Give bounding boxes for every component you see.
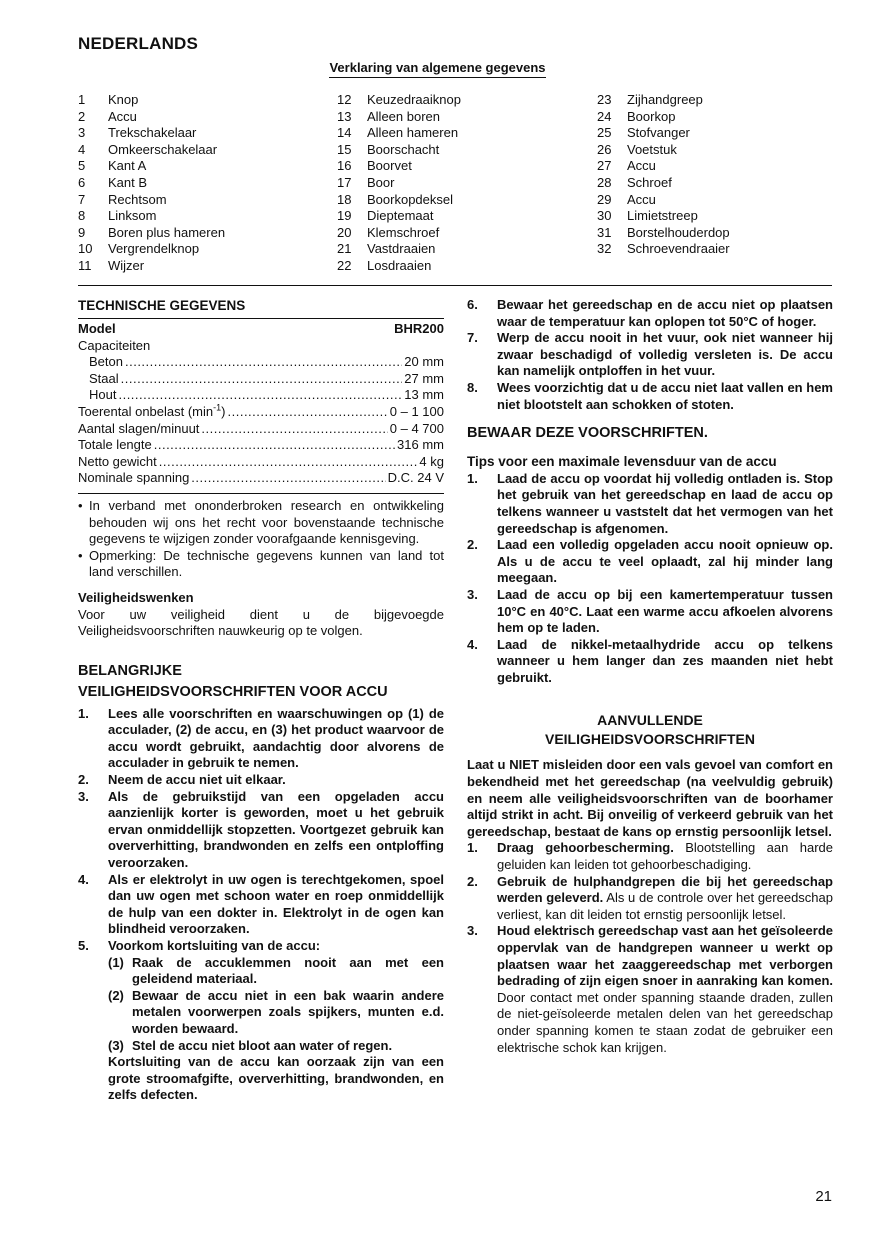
list-item xyxy=(78,789,444,872)
sub-list-item xyxy=(108,955,444,988)
list-text: Als er elektrolyt in uw ogen is terechtgekomen, spoel dan uw ogen met schoon water en roep onmiddellijk de hulp van een dokter in. Elektrolyt in de ogen kan blindheid veroorzaken. xyxy=(108,871,444,937)
part-label: Boor xyxy=(367,174,395,190)
list-item xyxy=(467,637,833,687)
part-item xyxy=(597,192,833,209)
list-text: Als de gebruikstijd van een opgeladen accu aanzienlijk korter is geworden, moet u het gebruik ervan onmiddellijk stopzetten. Voortgezet gebruik kan oververhitting, brandwonden en zelfs een ontploffing veroorzaken. xyxy=(108,788,444,871)
part-item xyxy=(78,241,328,258)
left-column xyxy=(78,297,444,1104)
part-item xyxy=(337,92,587,109)
list-number: 2. xyxy=(467,873,478,889)
part-label: Limietstreep xyxy=(627,208,698,224)
part-label: Boorschacht xyxy=(367,141,440,157)
part-number: 6 xyxy=(78,174,86,190)
general-spec-heading-text: Verklaring van algemene gegevens xyxy=(329,60,545,78)
part-label: Accu xyxy=(627,158,656,174)
list-number: 4. xyxy=(467,636,478,652)
part-label: Omkeerschakelaar xyxy=(108,141,218,157)
list-number: 2. xyxy=(467,537,478,553)
list-text xyxy=(497,840,833,873)
spec-row xyxy=(78,421,444,438)
part-label: Zijhandgreep xyxy=(627,92,703,107)
part-number: 24 xyxy=(597,108,612,124)
spec-speed-label-end: ) xyxy=(221,403,226,419)
spec-label: Nominale spanning xyxy=(78,470,190,486)
list-item xyxy=(467,330,833,380)
battery-heading-line-1: BELANGRIJKE xyxy=(78,662,182,679)
spec-label: Totale lengte xyxy=(78,437,152,453)
part-label: Boorkop xyxy=(627,108,676,124)
list-text-bold: Houd elektrisch gereedschap vast aan het geïsoleerde oppervlak van de handgrepen wanneer u werkt op plaatsen waar het zaaggereedschap met verborgen bedrading of zijn eigen snoer in aanraking kan komen. xyxy=(497,923,833,989)
part-label: Borstelhouderdop xyxy=(627,224,730,240)
part-number: 2 xyxy=(78,108,86,124)
list-number: 3. xyxy=(467,586,478,602)
part-number: 30 xyxy=(597,208,612,224)
sub-list-item xyxy=(108,988,444,1038)
part-label: Accu xyxy=(627,191,656,207)
spec-label: Staal xyxy=(89,370,119,386)
spec-label: Netto gewicht xyxy=(78,453,157,469)
general-spec-heading xyxy=(0,60,875,77)
part-number: 14 xyxy=(337,125,352,141)
list-item xyxy=(467,923,833,1056)
bullet-icon: • xyxy=(78,547,83,563)
part-item xyxy=(337,225,587,242)
list-text-normal: Blootstelling aan harde geluiden kan leiden tot gehoorbeschadiging. xyxy=(497,840,833,873)
list-number: 2. xyxy=(78,772,89,788)
part-number: 12 xyxy=(337,92,352,107)
part-number: 10 xyxy=(78,241,93,257)
part-item xyxy=(337,125,587,142)
part-label: Keuzedraaiknop xyxy=(367,92,461,107)
list-text: Neem de accu niet uit elkaar. xyxy=(108,772,286,788)
part-item xyxy=(78,208,328,225)
list-item xyxy=(467,874,833,924)
part-label: Kant B xyxy=(108,174,148,190)
part-item xyxy=(597,241,833,258)
part-item xyxy=(597,125,833,142)
part-item xyxy=(337,109,587,126)
part-number: 1 xyxy=(78,92,86,107)
part-item xyxy=(78,109,328,126)
list-text: Laad de accu op bij een kamertemperatuur tussen 10°C en 40°C. Laat een warme accu afkoelen alvorens hem op te laden. xyxy=(497,586,833,636)
battery-list xyxy=(78,706,444,1104)
part-label: Vastdraaien xyxy=(367,241,436,257)
spec-value: 316 mm xyxy=(397,437,444,453)
list-number: 5. xyxy=(78,938,89,953)
part-label: Losdraaien xyxy=(367,257,432,273)
part-item xyxy=(78,125,328,142)
part-number: 31 xyxy=(597,224,612,240)
part-number: 21 xyxy=(337,241,352,257)
part-item xyxy=(337,241,587,258)
list-item xyxy=(467,297,833,330)
part-label: Boren plus hameren xyxy=(108,224,226,240)
list-text: Laad een volledig opgeladen accu nooit opnieuw op. Als u de accu te veel oplaadt, zal hij minder lang meegaan. xyxy=(497,537,833,586)
spec-value: 13 mm xyxy=(404,387,444,403)
part-item xyxy=(597,142,833,159)
list-item xyxy=(78,938,444,955)
list-number: 7. xyxy=(467,330,478,346)
list-item xyxy=(467,840,833,873)
part-item xyxy=(597,208,833,225)
battery-heading-line-2: VEILIGHEIDSVOORSCHRIFTEN VOOR ACCU xyxy=(78,683,388,700)
parts-list-col-2 xyxy=(337,92,587,275)
sub-list-item xyxy=(108,1038,444,1055)
part-label: Linksom xyxy=(108,208,157,224)
page-number: 21 xyxy=(815,1188,832,1205)
list-number: 3. xyxy=(78,788,89,804)
part-label: Stofvanger xyxy=(627,125,690,141)
spec-speed-label: Toerental onbelast (min xyxy=(78,403,214,419)
spec-value: 0 – 1 100 xyxy=(389,403,444,419)
sub-list-text: Stel de accu niet bloot aan water of regen. xyxy=(132,1037,393,1053)
part-label: Kant A xyxy=(108,158,147,174)
part-number: 26 xyxy=(597,141,612,157)
part-number: 18 xyxy=(337,191,352,207)
spec-row xyxy=(78,470,444,487)
spec-row xyxy=(78,371,444,388)
specs-heading: TECHNISCHE GEGEVENS xyxy=(78,298,246,313)
list-item xyxy=(467,380,833,413)
list-text: Voorkom kortsluiting van de accu: xyxy=(108,938,321,953)
spec-row xyxy=(78,387,444,404)
part-number: 8 xyxy=(78,208,86,224)
part-number: 29 xyxy=(597,191,612,207)
extra-heading-line-2: VEILIGHEIDSVOORSCHRIFTEN xyxy=(544,731,756,748)
list-text: Laad de accu op voordat hij volledig ontladen is. Stop het gebruik van het gereedschap en laad de accu op telkens wanneer u vaststelt dat het vermogen van het gereedschap is afgenomen. xyxy=(497,470,833,536)
part-label: Boorvet xyxy=(367,158,412,174)
part-item xyxy=(337,142,587,159)
spec-speed-sup: -1 xyxy=(213,402,222,413)
tips-heading: Tips voor een maximale levensduur van de accu xyxy=(467,454,777,470)
sub-list-text: Raak de accuklemmen nooit aan met een geleidend materiaal. xyxy=(132,954,444,987)
part-item xyxy=(597,92,833,109)
part-number: 9 xyxy=(78,224,86,240)
list-text: Werp de accu nooit in het vuur, ook niet wanneer hij zwaar beschadigd of volledig versleten is. De accu kan namelijk ontploffen in het vuur. xyxy=(497,330,833,379)
spec-model-value: BHR200 xyxy=(394,321,444,336)
part-label: Trekschakelaar xyxy=(108,125,197,141)
list-text xyxy=(497,923,833,1056)
list-number: 1. xyxy=(467,840,478,856)
spec-capacities-label xyxy=(78,338,444,355)
part-item xyxy=(78,192,328,209)
sub-list-number: (1) xyxy=(108,954,124,970)
spec-value: 27 mm xyxy=(404,370,444,386)
list-text xyxy=(497,874,833,924)
list-item xyxy=(78,872,444,938)
extra-heading-line-1: AANVULLENDE xyxy=(597,712,703,729)
part-label: Schroef xyxy=(627,174,672,190)
tips-list xyxy=(467,471,833,687)
sub-list xyxy=(78,955,444,1104)
list-number: 6. xyxy=(467,297,478,312)
spec-row xyxy=(78,454,444,471)
part-number: 19 xyxy=(337,208,352,224)
part-item xyxy=(78,92,328,109)
right-column xyxy=(467,297,833,1056)
part-number: 28 xyxy=(597,174,612,190)
spec-row xyxy=(78,404,444,421)
part-label: Dieptemaat xyxy=(367,208,434,224)
part-number: 20 xyxy=(337,224,352,240)
part-number: 7 xyxy=(78,191,86,207)
list-text: Lees alle voorschriften en waarschuwingen op (1) de acculader, (2) de accu, en (3) het product waarvoor de accu wordt gebruikt, aandachtig door alvorens de acculader in gebruik te nemen. xyxy=(108,705,444,771)
part-number: 3 xyxy=(78,125,86,141)
part-item xyxy=(78,225,328,242)
part-item xyxy=(597,225,833,242)
spec-note-text: In verband met ononderbroken research en ontwikkeling behouden wij ons het recht voor bovenstaande technische gegevens te wijzigen zonder voorafgaande kennisgeving. xyxy=(89,497,444,547)
list-text-bold: Gebruik de hulphandgrepen die bij het gereedschap werden geleverd. xyxy=(497,873,833,906)
part-number: 17 xyxy=(337,174,352,190)
spec-value: D.C. 24 V xyxy=(387,470,444,486)
part-number: 25 xyxy=(597,125,612,141)
save-instructions-heading: BEWAAR DEZE VOORSCHRIFTEN. xyxy=(467,425,708,442)
spec-note xyxy=(78,498,444,548)
part-item xyxy=(337,175,587,192)
list-item xyxy=(78,772,444,789)
spec-row xyxy=(78,437,444,454)
safety-tips-text: Voor uw veiligheid dient u de bijgevoegde Veiligheidsvoorschriften nauwkeurig op te volgen. xyxy=(78,606,444,639)
list-item xyxy=(467,471,833,537)
part-number: 5 xyxy=(78,158,86,174)
part-number: 11 xyxy=(78,257,92,273)
divider xyxy=(78,318,444,319)
part-label: Vergrendelknop xyxy=(108,241,200,257)
part-number: 23 xyxy=(597,92,612,107)
list-text-normal: Door contact met onder spanning staande draden, zullen de niet-geïsoleerde metalen delen van het gereedschap onder spanning komen te staan zodat de gebruiker een elektrische schok kan krijgen. xyxy=(497,989,833,1055)
part-item xyxy=(597,175,833,192)
sub-list-number: (2) xyxy=(108,987,124,1003)
list-text: Wees voorzichtig dat u de accu niet laat vallen en hem niet blootstelt aan schokken of stoten. xyxy=(497,379,833,412)
list-text-bold: Draag gehoorbescherming. xyxy=(497,840,674,856)
spec-model-label: Model xyxy=(78,321,116,336)
list-number: 1. xyxy=(78,705,89,721)
part-item xyxy=(78,158,328,175)
extra-intro: Laat u NIET misleiden door een vals gevoel van comfort en bekendheid met het gereedschap (na veelvuldig gebruik) en neem alle veiligheidsvoorschriften van de boorhamer altijd strikt in acht. Bij onveilig of verkeerd gebruik van het gereedschap, bestaat de kans op ernstig persoonlijk letsel. xyxy=(467,757,833,839)
part-label: Klemschroef xyxy=(367,224,440,240)
part-label: Alleen boren xyxy=(367,108,440,124)
part-number: 4 xyxy=(78,141,86,157)
bullet-icon: • xyxy=(78,497,83,513)
part-number: 22 xyxy=(337,257,352,273)
part-item xyxy=(337,192,587,209)
part-item xyxy=(597,158,833,175)
part-item xyxy=(597,109,833,126)
part-label: Boorkopdeksel xyxy=(367,191,453,207)
list-number: 8. xyxy=(467,379,478,395)
spec-label: Capaciteiten xyxy=(78,337,151,353)
part-item xyxy=(78,175,328,192)
part-item xyxy=(337,158,587,175)
part-item xyxy=(337,258,587,275)
part-label: Knop xyxy=(108,92,139,107)
spec-value: 0 – 4 700 xyxy=(389,420,444,436)
divider xyxy=(78,285,832,286)
list-item xyxy=(467,587,833,637)
list-text: Laad de nikkel-metaalhydride accu op telkens wanneer u hem langer dan zes maanden niet hebt gebruikt. xyxy=(497,636,833,685)
divider xyxy=(78,493,444,494)
spec-value: 20 mm xyxy=(404,354,444,370)
spec-label: Beton xyxy=(89,354,123,370)
sub-list-text: Bewaar de accu niet in een bak waarin andere metalen voorwerpen zoals spijkers, munten e.d. worden bewaard. xyxy=(132,987,444,1036)
part-label: Schroevendraaier xyxy=(627,241,730,257)
spec-label xyxy=(78,404,226,421)
spec-note xyxy=(78,548,444,581)
part-label: Wijzer xyxy=(108,257,145,273)
part-label: Rechtsom xyxy=(108,191,167,207)
part-label: Alleen hameren xyxy=(367,125,459,141)
parts-list-col-3 xyxy=(597,92,833,258)
list-item xyxy=(78,706,444,772)
list-text: Bewaar het gereedschap en de accu niet op plaatsen waar de temperatuur kan oplopen tot 50°C of hoger. xyxy=(497,297,833,329)
spec-label: Aantal slagen/minuut xyxy=(78,420,200,436)
sub-list-number: (3) xyxy=(108,1037,124,1053)
spec-row xyxy=(78,354,444,371)
part-label: Accu xyxy=(108,108,137,124)
part-label: Voetstuk xyxy=(627,141,677,157)
spec-model-row xyxy=(78,321,444,338)
part-number: 13 xyxy=(337,108,352,124)
spec-label: Hout xyxy=(89,387,117,403)
part-item xyxy=(337,208,587,225)
part-number: 16 xyxy=(337,158,352,174)
list-text-normal: Als u de controle over het gereedschap verliest, kan dit leiden tot ernstig persoonlijk letsel. xyxy=(497,890,833,922)
part-item xyxy=(78,258,328,275)
list-number: 4. xyxy=(78,871,89,887)
list-number: 1. xyxy=(467,470,478,486)
part-number: 27 xyxy=(597,158,612,174)
list-item xyxy=(467,537,833,587)
part-number: 15 xyxy=(337,141,352,157)
language-heading: NEDERLANDS xyxy=(78,34,199,53)
safety-tips-heading: Veiligheidswenken xyxy=(78,589,194,605)
spec-note-text: Opmerking: De technische gegevens kunnen van land tot land verschillen. xyxy=(89,547,444,580)
part-number: 32 xyxy=(597,241,612,257)
list-number: 3. xyxy=(467,923,478,939)
spec-value: 4 kg xyxy=(419,453,444,469)
parts-list-col-1 xyxy=(78,92,328,275)
extra-list xyxy=(467,840,833,1056)
part-item xyxy=(78,142,328,159)
short-circuit-text: Kortsluiting van de accu kan oorzaak zijn van een grote stroomafgifte, oververhitting, brandwonden, en zelfs defecten. xyxy=(108,1054,444,1103)
